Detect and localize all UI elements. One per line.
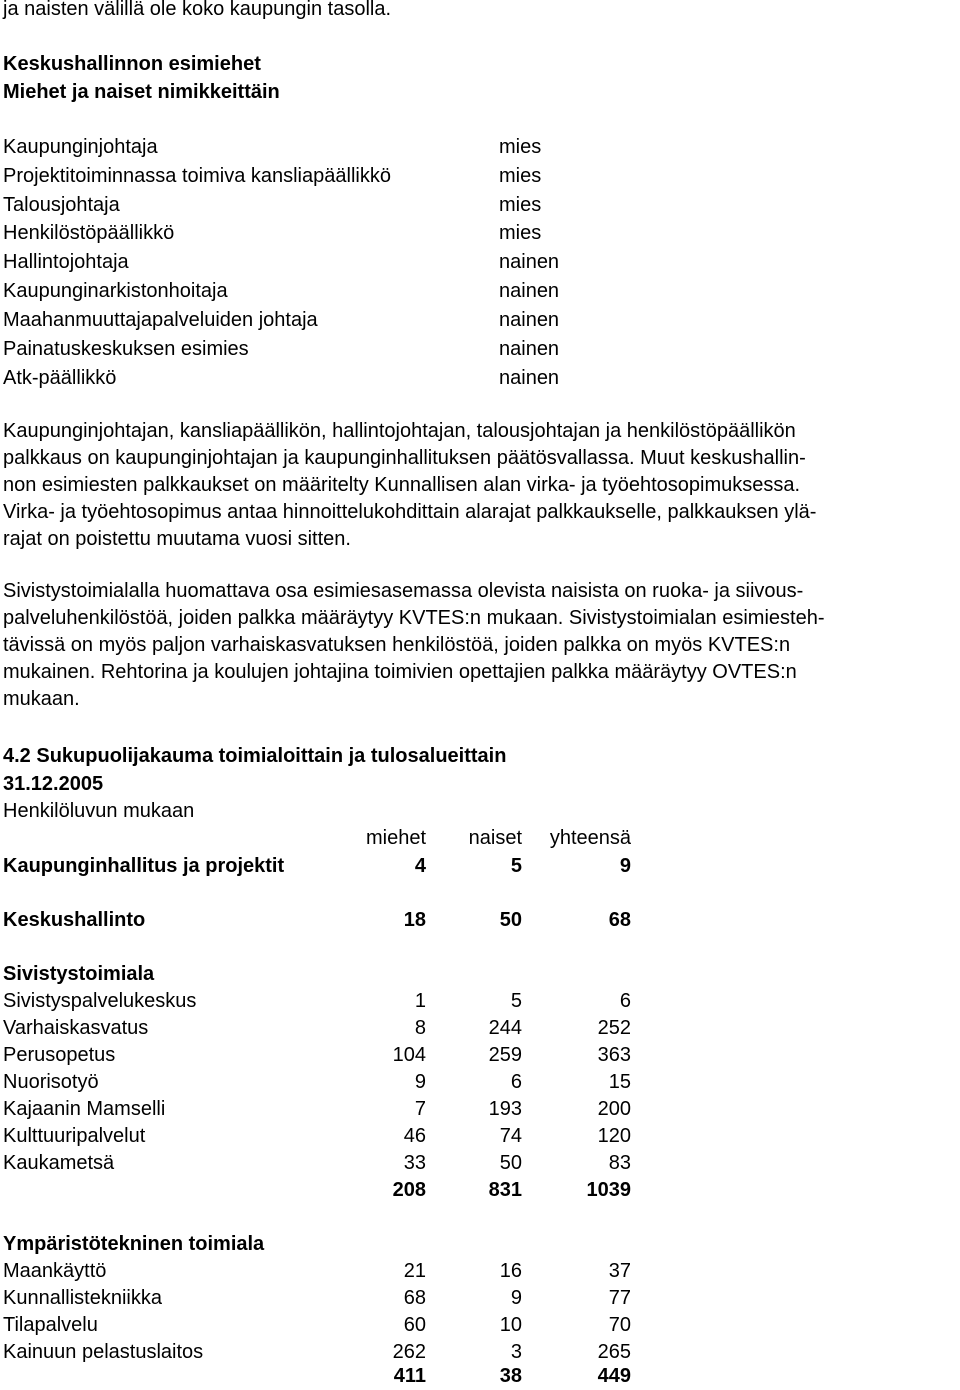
row-label: Nuorisotyö [3, 1071, 99, 1093]
section-title: Keskushallinnon esimiehet [3, 53, 261, 75]
value-women: 259 [488, 1044, 522, 1066]
row-label: Kaupunginhallitus ja projektit [3, 855, 285, 877]
supervisor-gender: nainen [499, 338, 560, 360]
section-heading: 4.2 Sukupuolijakauma toimialoittain ja tulosalueittain [3, 745, 507, 767]
total-women: 38 [499, 1365, 522, 1387]
value-total: 70 [608, 1314, 631, 1336]
section-subheading: Henkilöluvun mukaan [3, 800, 195, 822]
paragraph-line: rajat on poistettu muutama vuosi sitten. [3, 528, 351, 550]
paragraph-line: Kaupunginjohtajan, kansliapäällikön, hallintojohtajan, talousjohtajan ja henkilöstöpäällikön [3, 420, 796, 442]
paragraph-line: non esimiesten palkkaukset on määritelty Kunnallisen alan virka- ja työehtosopimuksessa. [3, 474, 801, 496]
value-women: 50 [499, 909, 522, 931]
value-women: 244 [488, 1017, 522, 1039]
supervisor-title: Projektitoiminnassa toimiva kansliapäällikkö [3, 165, 391, 187]
total-men: 411 [393, 1365, 426, 1387]
value-men: 18 [403, 909, 426, 931]
value-men: 46 [403, 1125, 426, 1147]
supervisor-gender: mies [499, 136, 542, 158]
row-label: Perusopetus [3, 1044, 116, 1066]
value-total: 83 [608, 1152, 631, 1174]
supervisor-title: Henkilöstöpäällikkö [3, 222, 175, 244]
education-paragraph [3, 578, 953, 713]
supervisor-title: Kaupunginarkistonhoitaja [3, 280, 228, 302]
row-label: Varhaiskasvatus [3, 1017, 149, 1039]
paragraph-line: Sivistystoimialalla huomattava osa esimiesasemassa olevista naisista on ruoka- ja siivous- [3, 580, 804, 602]
group-heading: Ympäristötekninen toimiala [3, 1233, 265, 1255]
supervisor-gender: mies [499, 165, 542, 187]
section-subtitle: Miehet ja naiset nimikkeittäin [3, 81, 280, 103]
supervisor-title: Kaupunginjohtaja [3, 136, 158, 158]
value-women: 16 [499, 1260, 522, 1282]
intro-fragment: ja naisten välillä ole koko kaupungin tasolla. [3, 0, 392, 20]
value-men: 21 [403, 1260, 426, 1282]
value-men: 104 [392, 1044, 426, 1066]
value-total: 37 [608, 1260, 631, 1282]
value-total: 77 [608, 1287, 631, 1309]
supervisor-gender: nainen [499, 367, 560, 389]
paragraph-line: tävissä on myös paljon varhaiskasvatuksen henkilöstöä, joiden palkka on myös KVTES:n [3, 634, 791, 656]
value-men: 4 [414, 855, 426, 877]
column-header-total: yhteensä [549, 827, 631, 849]
row-label: Sivistyspalvelukeskus [3, 990, 197, 1012]
supervisor-gender: nainen [499, 309, 560, 331]
total-all: 449 [597, 1365, 631, 1387]
paragraph-line: mukainen. Rehtorina ja koulujen johtajina toimivien opettajien palkka määräytyy OVTES:n [3, 661, 797, 683]
column-header-women: naiset [468, 827, 522, 849]
value-total: 200 [597, 1098, 631, 1120]
value-women: 193 [488, 1098, 522, 1120]
value-men: 1 [414, 990, 426, 1012]
value-total: 363 [597, 1044, 631, 1066]
value-total: 6 [619, 990, 631, 1012]
value-total: 68 [608, 909, 631, 931]
value-women: 9 [510, 1287, 522, 1309]
supervisor-gender: nainen [499, 251, 560, 273]
column-header-men: miehet [365, 827, 426, 849]
value-total: 15 [608, 1071, 631, 1093]
value-total: 252 [597, 1017, 631, 1039]
value-women: 5 [510, 990, 522, 1012]
value-total: 265 [597, 1341, 631, 1363]
value-men: 7 [414, 1098, 426, 1120]
supervisor-title: Hallintojohtaja [3, 251, 129, 273]
row-label: Kaukametsä [3, 1152, 115, 1174]
supervisor-title: Atk-päällikkö [3, 367, 117, 389]
section-heading-date: 31.12.2005 [3, 773, 104, 795]
row-label: Maankäyttö [3, 1260, 107, 1282]
supervisor-gender: mies [499, 194, 542, 216]
value-men: 33 [403, 1152, 426, 1174]
value-women: 3 [510, 1341, 522, 1363]
supervisor-title: Painatuskeskuksen esimies [3, 338, 249, 360]
value-women: 74 [499, 1125, 522, 1147]
paragraph-line: palveluhenkilöstöä, joiden palkka määräytyy KVTES:n mukaan. Sivistystoimialan esimiesteh- [3, 607, 825, 629]
row-label: Kainuun pelastuslaitos [3, 1341, 204, 1363]
value-men: 262 [392, 1341, 426, 1363]
row-label: Kajaanin Mamselli [3, 1098, 166, 1120]
value-women: 6 [510, 1071, 522, 1093]
value-women: 10 [499, 1314, 522, 1336]
salary-paragraph [3, 418, 953, 553]
value-total: 120 [597, 1125, 631, 1147]
total-all: 1039 [586, 1179, 631, 1201]
paragraph-line: mukaan. [3, 688, 80, 710]
row-label: Tilapalvelu [3, 1314, 98, 1336]
value-men: 68 [403, 1287, 426, 1309]
paragraph-line: Virka- ja työehtosopimus antaa hinnoittelukohdittain alarajat palkkaukselle, palkkauksen ylä- [3, 501, 817, 523]
row-label: Kunnallistekniikka [3, 1287, 162, 1309]
supervisor-title: Maahanmuuttajapalveluiden johtaja [3, 309, 318, 331]
value-women: 5 [510, 855, 522, 877]
group-heading: Sivistystoimiala [3, 963, 155, 985]
total-women: 831 [488, 1179, 522, 1201]
total-men: 208 [392, 1179, 426, 1201]
value-total: 9 [619, 855, 631, 877]
supervisor-title: Talousjohtaja [3, 194, 120, 216]
row-label: Kulttuuripalvelut [3, 1125, 146, 1147]
paragraph-line: palkkaus on kaupunginjohtajan ja kaupunginhallituksen päätösvallassa. Muut keskushallin- [3, 447, 806, 469]
value-men: 60 [403, 1314, 426, 1336]
value-men: 9 [414, 1071, 426, 1093]
value-women: 50 [499, 1152, 522, 1174]
supervisor-gender: nainen [499, 280, 560, 302]
value-men: 8 [414, 1017, 426, 1039]
row-label: Keskushallinto [3, 909, 146, 931]
supervisor-gender: mies [499, 222, 542, 244]
